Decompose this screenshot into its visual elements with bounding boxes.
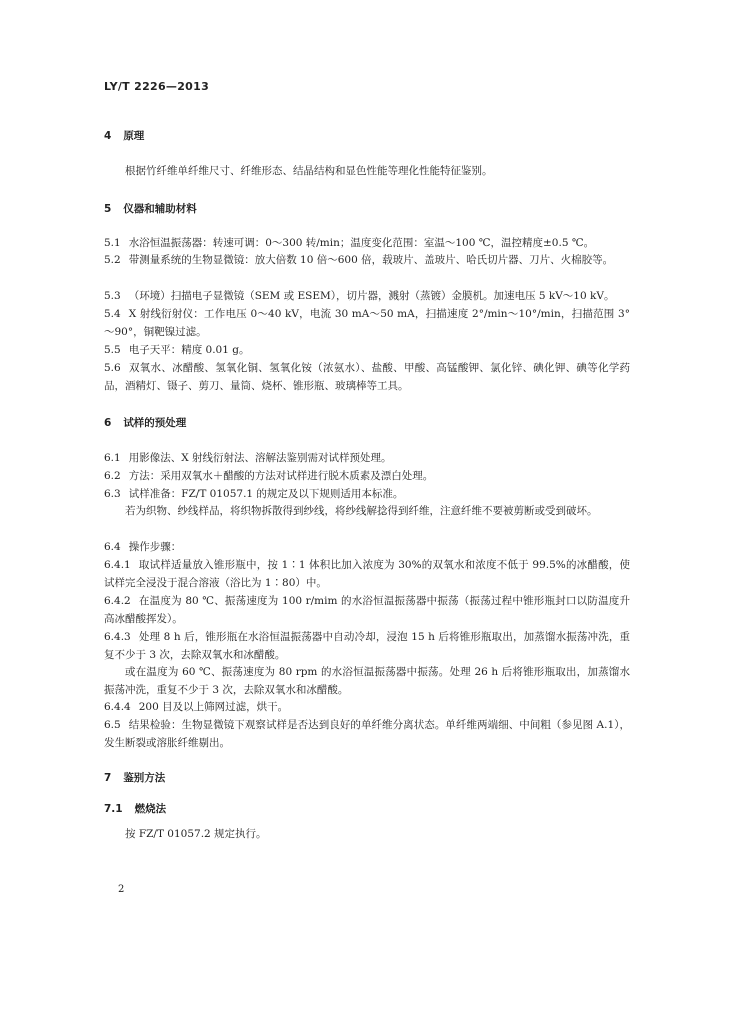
item-5-2 — [104, 252, 630, 270]
item-text: 方法：采用双氧水＋醋酸的方法对试样进行脱木质素及漂白处理。 — [128, 470, 434, 482]
item-text: 双氧水、冰醋酸、氢氧化铜、氢氧化铵（浓氨水）、盐酸、甲酸、高锰酸钾、氯化锌、碘化钾、碘等化学药品，酒精灯、镊子、剪刀、量筒、烧杯、锥形瓶、玻璃棒等工具。 — [104, 362, 630, 392]
item-text: 操作步骤： — [128, 541, 182, 553]
item-number: 6.2 — [104, 470, 121, 482]
section-number: 5 — [104, 203, 112, 215]
section-number: 6 — [104, 417, 112, 429]
item-5-6 — [104, 360, 630, 395]
item-text: （环境）扫描电子显微镜（SEM 或 ESEM），切片器，溅射（蒸镀）金膜机。加速电压 5 kV～10 kV。 — [128, 290, 615, 302]
item-number: 6.1 — [104, 452, 121, 464]
section-7-1-paragraph: 按 FZ/T 01057.2 规定执行。 — [125, 828, 267, 840]
section-7-heading — [104, 770, 630, 788]
item-text: 在温度为 80 ℃、振荡速度为 100 r/mim 的水浴恒温振荡器中振荡（振荡过程中锥形瓶封口以防温度升高冰醋酸挥发）。 — [104, 595, 630, 625]
section-6-heading — [104, 415, 630, 433]
section-title: 试样的预处理 — [123, 417, 187, 429]
item-text: 试样准备：FZ/T 01057.1 的规定及以下规则适用本标准。 — [128, 488, 404, 500]
section-7-1-heading — [104, 801, 630, 819]
item-number: 5.3 — [104, 290, 121, 302]
item-text: 200 目及以上筛网过滤，烘干。 — [138, 701, 289, 713]
item-6-2 — [104, 468, 630, 486]
section-number: 4 — [104, 130, 112, 142]
section-number: 7.1 — [104, 803, 123, 815]
item-6-4-2 — [104, 593, 630, 628]
item-text: X 射线衍射仪：工作电压 0～40 kV，电流 30 mA～50 mA，扫描速度 2°/min～10°/min，扫描范围 3°～90°，铜靶镍过滤。 — [104, 308, 630, 338]
item-5-4 — [104, 306, 630, 341]
item-6-5 — [104, 717, 630, 752]
item-number: 6.3 — [104, 488, 121, 500]
item-text: 电子天平：精度 0.01 g。 — [128, 344, 250, 356]
section-5-heading — [104, 201, 630, 219]
item-number: 6.4.1 — [104, 559, 131, 571]
item-6-4-4 — [104, 699, 630, 717]
item-5-3 — [104, 288, 630, 306]
item-6-3 — [104, 486, 630, 504]
item-number: 6.4 — [104, 541, 121, 553]
section-title: 鉴别方法 — [123, 772, 166, 784]
section-title: 燃烧法 — [134, 803, 167, 815]
item-number: 5.4 — [104, 308, 121, 320]
item-text: 带测量系统的生物显微镜：放大倍数 10 倍～600 倍，载玻片、盖玻片、哈氏切片器、刀片、火棉胶等。 — [128, 254, 614, 266]
item-number: 5.2 — [104, 254, 121, 266]
item-number: 6.4.4 — [104, 701, 131, 713]
paragraph-6-3: 若为织物、纱线样品，将织物拆散得到纱线，将纱线解捻得到纤维，注意纤维不要被剪断或受到破坏。 — [125, 505, 598, 517]
section-number: 7 — [104, 772, 112, 784]
item-6-1 — [104, 450, 630, 468]
item-number: 6.5 — [104, 719, 121, 731]
item-number: 5.6 — [104, 362, 121, 374]
item-number: 6.4.3 — [104, 631, 131, 643]
item-number: 5.5 — [104, 344, 121, 356]
item-5-5 — [104, 342, 630, 360]
section-4-heading — [104, 128, 630, 146]
section-title: 原理 — [123, 130, 145, 142]
paragraph-6-4-3: 或在温度为 60 ℃、振荡速度为 80 rpm 的水浴恒温振荡器中振荡。处理 26 h 后将锥形瓶取出，加蒸馏水振荡冲洗，重复不少于 3 次，去除双氧水和冰醋酸。 — [104, 666, 630, 696]
item-number: 5.1 — [104, 237, 121, 249]
item-text: 处理 8 h 后，锥形瓶在水浴恒温振荡器中自动冷却，浸泡 15 h 后将锥形瓶取出，加蒸馏水振荡冲洗，重复不少于 3 次，去除双氧水和冰醋酸。 — [104, 631, 630, 661]
item-text: 用影像法、X 射线衍射法、溶解法鉴别需对试样预处理。 — [128, 452, 392, 464]
item-text: 取试样适量放入锥形瓶中，按 1∶1 体积比加入浓度为 30%的双氧水和浓度不低于 99.5%的冰醋酸，使试样完全浸没于混合溶液（浴比为 1∶80）中。 — [104, 559, 630, 589]
item-5-1 — [104, 235, 630, 253]
section-title: 仪器和辅助材料 — [123, 203, 197, 215]
standard-id: LY/T 2226—2013 — [104, 80, 210, 93]
section-4-paragraph: 根据竹纤维单纤维尺寸、纤维形态、结晶结构和显色性能等理化性能特征鉴别。 — [125, 165, 493, 177]
page-number: 2 — [118, 884, 125, 895]
item-number: 6.4.2 — [104, 595, 131, 607]
item-text: 水浴恒温振荡器：转速可调：0～300 转/min；温度变化范围：室温～100 ℃，温控精度±0.5 ℃。 — [128, 237, 595, 249]
item-6-4 — [104, 539, 630, 557]
item-text: 结果检验：生物显微镜下观察试样是否达到良好的单纤维分离状态。单纤维两端细、中间粗（参见图 A.1），发生断裂或溶胀纤维剔出。 — [104, 719, 630, 749]
item-6-4-3 — [104, 629, 630, 664]
item-6-4-1 — [104, 557, 630, 592]
